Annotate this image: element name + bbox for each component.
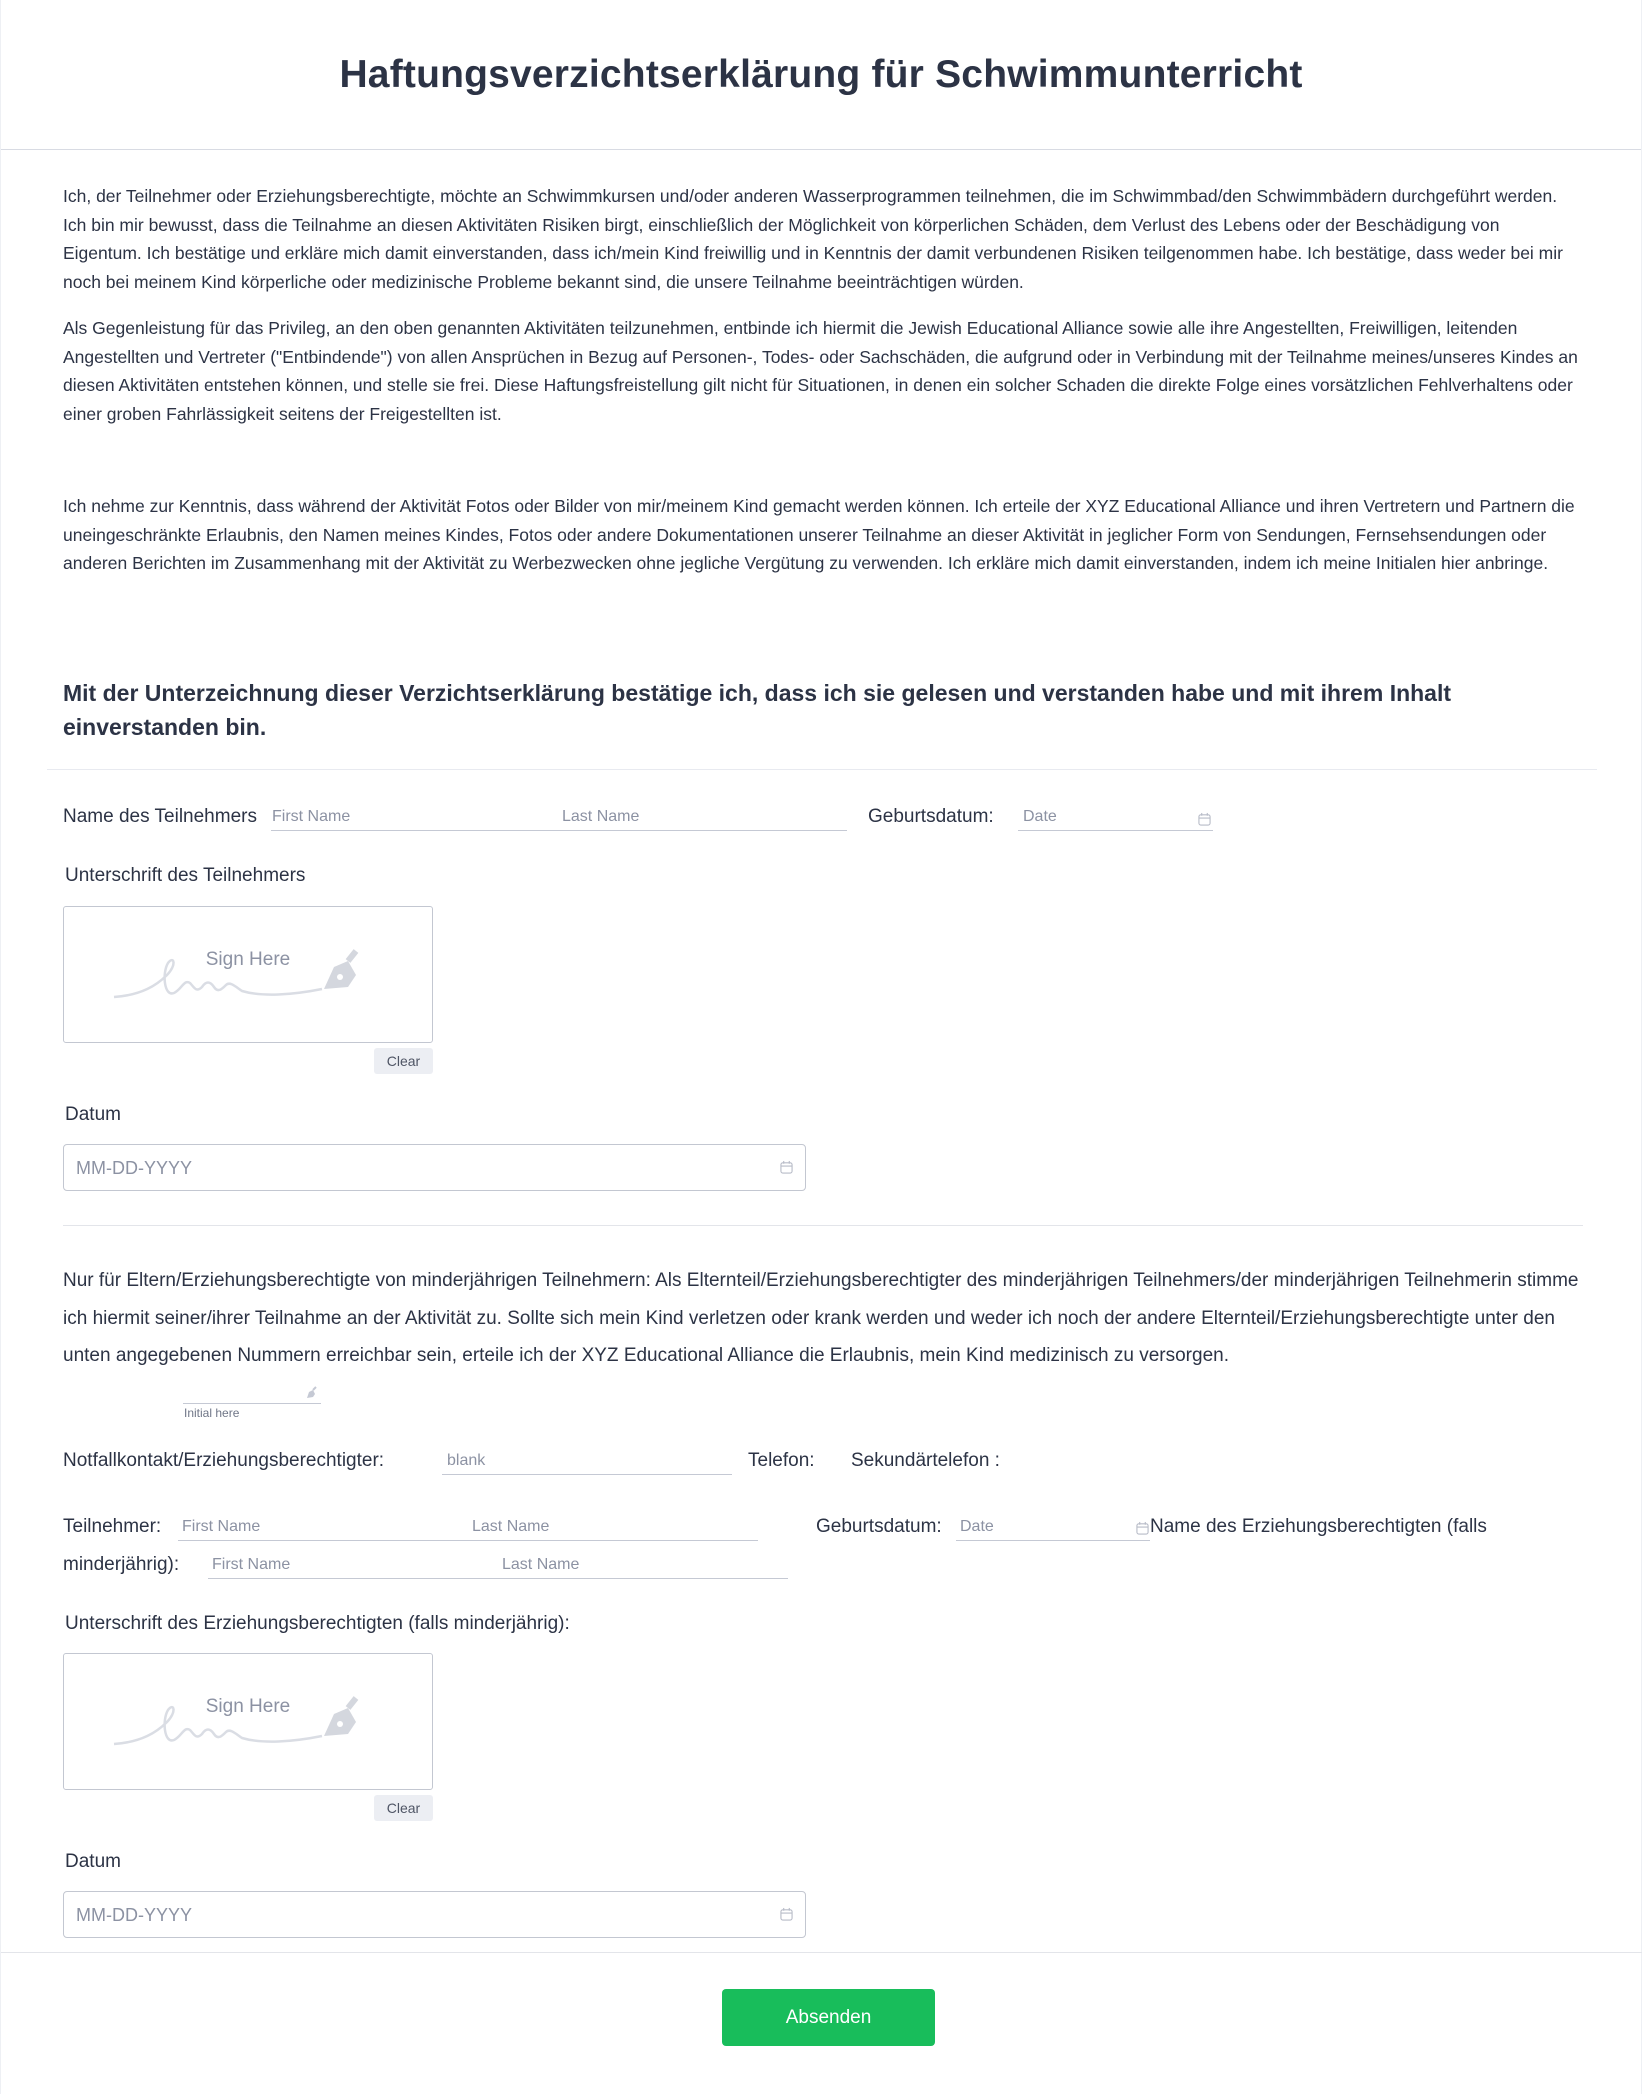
sign-here-text: Sign Here: [205, 1696, 291, 1717]
calendar-icon[interactable]: [780, 1160, 793, 1174]
participant-signature-label: Unterschrift des Teilnehmers: [65, 865, 306, 886]
participant-date-label: Datum: [65, 1104, 121, 1125]
minor-birthdate-underline: [956, 1540, 1150, 1541]
participant-birthdate-input[interactable]: Date: [1023, 808, 1057, 825]
date-placeholder: MM-DD-YYYY: [76, 1905, 192, 1925]
section-divider: [63, 1225, 1583, 1226]
secondary-phone-label: Sekundärtelefon :: [851, 1450, 1000, 1471]
guardian-signature-label: Unterschrift des Erziehungsberechtigten (falls minderjährig):: [65, 1613, 570, 1634]
minor-name-underline: [178, 1540, 758, 1541]
guardian-clear-button[interactable]: Clear: [374, 1795, 433, 1821]
signature-pen-icon: [112, 1692, 392, 1752]
participant-name-label: Name des Teilnehmers: [63, 806, 257, 827]
emergency-contact-label: Notfallkontakt/Erziehungsberechtigter:: [63, 1450, 385, 1471]
guardian-signature-pad[interactable]: [63, 1653, 433, 1790]
participant-date-input[interactable]: [63, 1144, 806, 1191]
signature-pen-icon: [112, 945, 392, 1005]
guardian-consent-text: Nur für Eltern/Erziehungsberechtigte von minderjährigen Teilnehmern: Als Elternteil/Erziehungsberechtigter des minderjährigen Teilnehmers/der minderjährigen Teilnehmerin stimme ich hiermit seiner/ihrer Teilnahme an der Aktivität zu. Sollte sich mein Kind verletzen oder krank werden und weder ich noch der andere Elternteil/Erziehungsberechtigte unter den unten angegebenen Nummern erreichbar sein, erteile ich der XYZ Educational Alliance die Erlaubnis, mein Kind medizinisch zu versorgen.: [63, 1270, 1579, 1366]
participant-clear-button[interactable]: Clear: [374, 1048, 433, 1074]
form-header: [1, 0, 1641, 150]
guardian-name-label-continued: minderjährig):: [63, 1554, 180, 1575]
minor-last-name-input[interactable]: Last Name: [472, 1518, 550, 1535]
page-title: Haftungsverzichtserklärung für Schwimmunterricht: [339, 52, 1303, 96]
minor-birthdate-input[interactable]: Date: [960, 1518, 994, 1535]
emergency-contact-input[interactable]: blank: [447, 1452, 486, 1469]
waiver-paragraph-3: Ich nehme zur Kenntnis, dass während der Aktivität Fotos oder Bilder von mir/meinem Kind gemacht werden können. Ich erteile der XYZ Educational Alliance und ihren Vertretern und Partnern die uneingeschränkte Erlaubnis, den Namen meines Kindes, Fotos oder andere Dokumentationen unserer Teilnahme an dieser Aktivität in jeglicher Form von Sendungen, Fernsehsendungen oder anderen Berichten im Zusammenhang mit der Aktivität zu Werbezwecken ohne jegliche Vergütung zu verwenden. Ich erkläre mich damit einverstanden, indem ich meine Initialen hier anbringe.: [63, 496, 1575, 573]
sign-here-text: Sign Here: [205, 949, 291, 970]
date-placeholder: MM-DD-YYYY: [76, 1158, 192, 1178]
pen-icon: [305, 1386, 319, 1400]
calendar-icon[interactable]: [1136, 1521, 1149, 1535]
participant-signature-pad[interactable]: [63, 906, 433, 1043]
guardian-last-name-input[interactable]: Last Name: [502, 1556, 580, 1573]
guardian-name-label: Name des Erziehungsberechtigten (falls: [1150, 1516, 1487, 1537]
initial-here-label: Initial here: [184, 1406, 240, 1420]
participant-name-underline: [271, 830, 847, 831]
participant-first-name-input[interactable]: First Name: [272, 808, 351, 825]
confirmation-heading: Mit der Unterzeichnung dieser Verzichtserklärung bestätige ich, dass ich sie gelesen und verstanden habe und mit ihrem Inhalt einverstanden bin.: [63, 680, 1452, 740]
minor-first-name-input[interactable]: First Name: [182, 1518, 261, 1535]
calendar-icon[interactable]: [1198, 812, 1211, 826]
guardian-date-input[interactable]: [63, 1891, 806, 1938]
participant-birthdate-label: Geburtsdatum:: [868, 806, 994, 827]
participant-birthdate-underline: [1018, 830, 1213, 831]
guardian-date-label: Datum: [65, 1851, 121, 1872]
section-divider: [47, 769, 1597, 770]
phone-label: Telefon:: [748, 1450, 815, 1471]
minor-participant-label: Teilnehmer:: [63, 1516, 162, 1537]
submit-button[interactable]: Absenden: [722, 1989, 935, 2046]
waiver-paragraph-2: Als Gegenleistung für das Privileg, an den oben genannten Aktivitäten teilzunehmen, entbinde ich hiermit die Jewish Educational Alliance sowie alle ihre Angestellten, Freiwilligen, leitenden Angestellten und Vertreter ("Entbindende") von allen Ansprüchen in Bezug auf Personen-, Todes- oder Sachschäden, die aufgrund oder in Verbindung mit der Teilnahme meines/unseres Kindes an diesen Aktivitäten entstehen können, und stelle sie frei. Diese Haftungsfreistellung gilt nicht für Situationen, in denen ein solcher Schaden die direkte Folge eines vorsätzlichen Fehlverhaltens oder einer groben Fahrlässigkeit seitens der Freigestellten ist.: [63, 318, 1578, 424]
waiver-paragraph-1: Ich, der Teilnehmer oder Erziehungsberechtigte, möchte an Schwimmkursen und/oder anderen Wasserprogrammen teilnehmen, die im Schwimmbad/den Schwimmbädern durchgeführt werden. Ich bin mir bewusst, dass die Teilnahme an diesen Aktivitäten Risiken birgt, einschließlich der Möglichkeit von körperlichen Schäden, dem Verlust des Lebens oder der Beschädigung von Eigentum. Ich bestätige und erkläre mich damit einverstanden, dass ich/mein Kind freiwillig und in Kenntnis der damit verbundenen Risiken teilgenommen habe. Ich bestätige, dass weder bei mir noch bei meinem Kind körperliche oder medizinische Probleme bekannt sind, die unsere Teilnahme beeinträchtigen würden.: [63, 186, 1563, 292]
minor-birthdate-label: Geburtsdatum:: [816, 1516, 942, 1537]
guardian-first-name-input[interactable]: First Name: [212, 1556, 291, 1573]
participant-last-name-input[interactable]: Last Name: [562, 808, 640, 825]
calendar-icon[interactable]: [780, 1907, 793, 1921]
initial-input[interactable]: [183, 1384, 321, 1404]
emergency-contact-underline: [442, 1474, 732, 1475]
guardian-name-underline: [208, 1578, 788, 1579]
